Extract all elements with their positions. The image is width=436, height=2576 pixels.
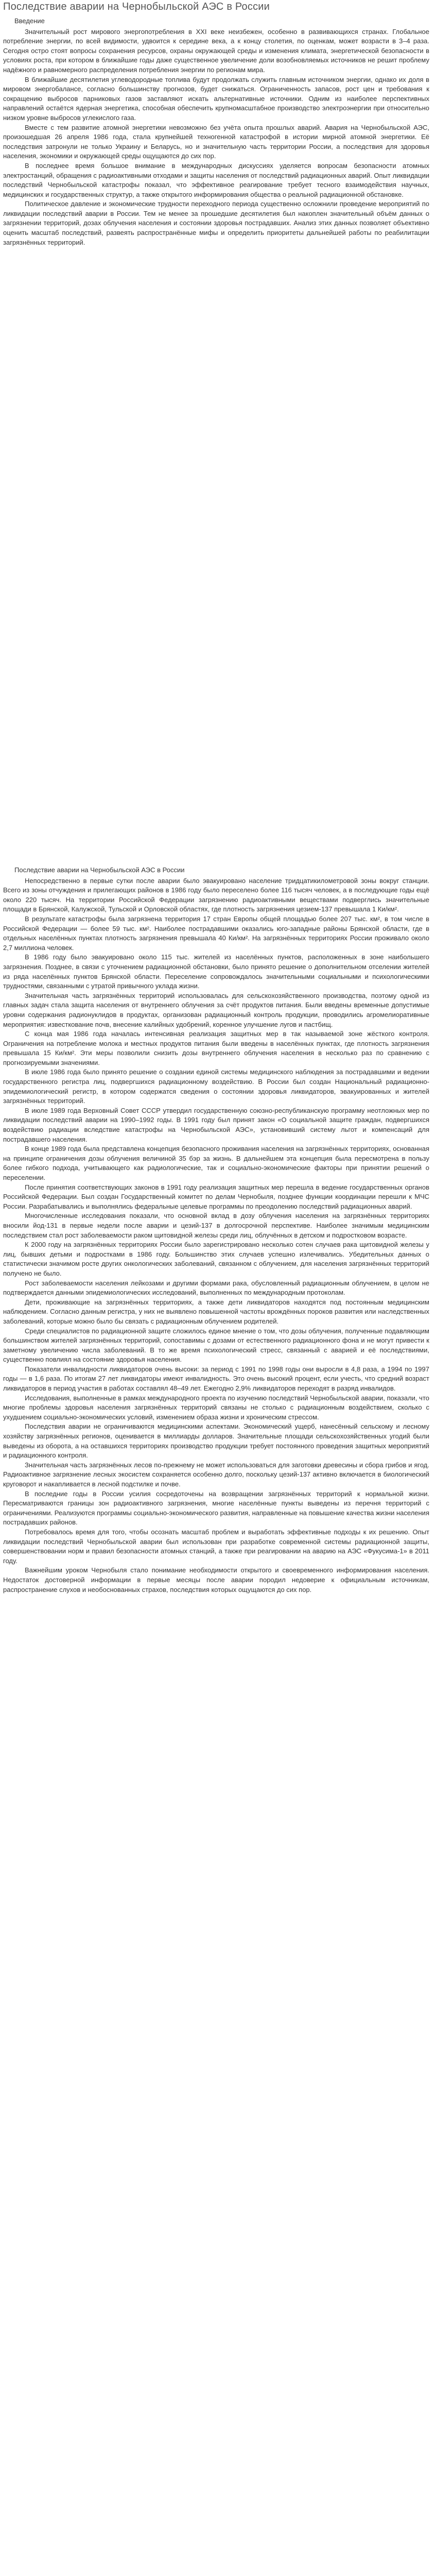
intro-paragraph: Политическое давление и экономические трудности переходного периода существенно осложнили проведение мероприятий по ликвидации последствий аварии в России. Тем не менее за прошедшие десятилетия был накоплен значительный объём данных о загрязнении территорий, дозах облучения населения и состоянии здоровья пострадавших. Анализ этих данных позволяет объективно оценить масштаб последствий, развеять распространённые мифы и определить приоритеты дальнейшей работы по реабилитации загрязнённых территорий. [3,200,429,246]
intro-section [3,16,429,247]
body-section [3,866,429,1595]
body-paragraph: К 2000 году на загрязнённых территориях России было зарегистрировано несколько сотен случаев рака щитовидной железы у лиц, бывших детьми и подростками в 1986 году. Большинство этих случаев успешно излечивались. Убедительных данных о статистически значимом росте других онкологических заболеваний, связанном с облучением, для населения загрязнённых территорий получено не было. [3,1241,429,1277]
body-paragraph: Последствия аварии не ограничиваются медицинскими аспектами. Экономический ущерб, нанесённый сельскому и лесному хозяйству загрязнённых регионов, оценивается в миллиарды долларов. Значительные площади сельскохозяйственных угодий были выведены из оборота, а на оставшихся территориях производство продукции требует постоянного проведения защитных мероприятий и радиационного контроля. [3,1422,429,1460]
intro-paragraph: Вместе с тем развитие атомной энергетики невозможно без учёта опыта прошлых аварий. Авария на Чернобыльской АЭС, произошедшая 26 апреля 1986 года, стала крупнейшей техногенной катастрофой в истории мирной атомной энергетики. Её последствия затронули не только Украину и Беларусь, но и значительную часть территории России, а последствия для здоровья населения, экономики и окружающей среды ощущаются до сих пор. [3,123,429,160]
intro-heading: Введение [14,17,45,25]
intro-paragraph: В последнее время большое внимание в международных дискуссиях уделяется вопросам безопасности атомных электростанций, обращения с радиоактивными отходами и защиты населения от последствий радиационных аварий. Опыт ликвидации последствий Чернобыльской катастрофы показал, что эффективное реагирование требует тесного взаимодействия научных, медицинских и государственных структур, а также открытого информирования общества о реальной радиационной обстановке. [3,161,429,198]
body-paragraph: В последние годы в России усилия сосредоточены на возвращении загрязнённых территорий к нормальной жизни. Пересматриваются границы зон радиоактивного загрязнения, многие населённые пункты выведены из перечня территорий с ограничениями. Реализуются программы социально-экономического развития, направленные на повышение качества жизни населения пострадавших районов. [3,1489,429,1527]
body-paragraph: Значительная часть загрязнённых территорий использовалась для сельскохозяйственного производства, поэтому одной из главных задач стала защита населения от внутреннего облучения за счёт продуктов питания. Были введены временные допустимые уровни содержания радионуклидов в продуктах, организован радиационный контроль продукции, проводились агромелиоративные мероприятия: известкование почв, внесение калийных удобрений, коренное улучшение лугов и пастбищ. [3,991,429,1028]
body-paragraph: После принятия соответствующих законов в 1991 году реализация защитных мер перешла в ведение государственных органов Российской Федерации. Был создан Государственный комитет по делам Чернобыля, позднее функции координации перешли к МЧС России. Разрабатывались и выполнялись федеральные целевые программы по преодолению последствий радиационных аварий. [3,1183,429,1210]
body-paragraph: Дети, проживающие на загрязнённых территориях, а также дети ликвидаторов находятся под постоянным медицинским наблюдением. Согласно данным регистра, у них не выявлено повышенной частоты врождённых пороков развития или наследственных заболеваний, которые можно было бы связать с радиационным облучением родителей. [3,1298,429,1325]
body-paragraph: Значительная часть загрязнённых лесов по-прежнему не может использоваться для заготовки древесины и сбора грибов и ягод. Радиоактивное загрязнение лесных экосистем сохраняется особенно долго, поскольку цезий-137 активно включается в биологический круговорот и накапливается в лесной подстилке и почве. [3,1461,429,1488]
intro-paragraph: В ближайшие десятилетия углеводородные топлива будут продолжать служить главным источником энергии, однако их доля в мировом энергобалансе, согласно большинству прогнозов, будет снижаться. Ограниченность запасов, рост цен и требования к сокращению выбросов парниковых газов заставляют искать альтернативные источники. Одним из наиболее перспективных направлений остаётся ядерная энергетика, способная обеспечить крупномасштабное производство электроэнергии при относительно низком уровне выбросов углекислого газа. [3,75,429,122]
body-paragraph: С конца мая 1986 года началась интенсивная реализация защитных мер в так называемой зоне жёсткого контроля. Ограничения на потребление молока и местных продуктов питания были введены в населённых пунктах, где плотность загрязнения превышала 15 Ки/км². Эти меры позволили снизить дозы внутреннего облучения населения в несколько раз по сравнению с прогнозируемыми значениями. [3,1030,429,1066]
body-paragraph: В июле 1986 года было принято решение о создании единой системы медицинского наблюдения за пострадавшими и ведении государственного регистра лиц, подвергшихся радиационному воздействию. В России был создан Национальный радиационно-эпидемиологический регистр, в котором содержатся сведения о состоянии здоровья ликвидаторов, эвакуированных и жителей загрязнённых территорий. [3,1068,429,1105]
body-paragraph: В конце 1989 года была представлена концепция безопасного проживания населения на загрязнённых территориях, основанная на принципе ограничения дозы облучения величиной 35 бэр за жизнь. В дальнейшем эта концепция была пересмотрена в пользу более гибкого подхода, учитывающего как радиологические, так и социально-экономические факторы при принятии решений о переселении. [3,1145,429,1181]
body-paragraph: В результате катастрофы была загрязнена территория 17 стран Европы общей площадью более 207 тыс. км², в том числе в Российской Федерации — более 59 тыс. км². Наиболее пострадавшими оказались юго-западные районы Брянской области, где в отдельных населённых пунктах плотность загрязнения превышала 40 Ки/км². На загрязнённых территориях России проживало около 2,7 миллиона человек. [3,914,429,952]
body-paragraph: В июле 1989 года Верховный Совет СССР утвердил государственную союзно-республиканскую программу неотложных мер по ликвидации последствий аварии на 1990–1992 годы. В 1991 году был принят закон «О социальной защите граждан, подвергшихся воздействию радиации вследствие катастрофы на Чернобыльской АЭС», установивший систему льгот и компенсаций для пострадавшего населения. [3,1106,429,1143]
body-paragraph: Показатели инвалидности ликвидаторов очень высоки: за период с 1991 по 1998 годы они выросли в 4,8 раза, а 1994 по 1997 годы — в 1,6 раза. По итогам 27 лет ликвидаторы имеют инвалидность. Это очень высокий процент, если учесть, что средний возраст ликвидаторов в период участия в работах составлял 48–49 лет. Ежегодно 2,9% ликвидаторов переходят в разряд инвалидов. [3,1365,429,1393]
body-paragraph: Потребовалось время для того, чтобы осознать масштаб проблем и выработать эффективные подходы к их решению. Опыт ликвидации последствий Чернобыльской аварии был использован при разработке современной системы радиационной защиты, совершенствовании норм и правил безопасности атомных станций, а также при реагировании на аварию на АЭС «Фукусима-1» в 2011 году. [3,1528,429,1565]
body-paragraph: Исследования, выполненные в рамках международного проекта по изучению последствий Чернобыльской аварии, показали, что многие проблемы здоровья населения загрязнённых территорий связаны не столько с радиационным воздействием, сколько с ухудшением социально-экономических условий, изменением образа жизни и хроническим стрессом. [3,1394,429,1421]
body-paragraph: Важнейшим уроком Чернобыля стало понимание необходимости открытого и своевременного информирования населения. Недостаток достоверной информации в первые месяцы после аварии породил недоверие к официальным источникам, распространение слухов и необоснованных страхов, последствия которых ощущаются до сих пор. [3,1566,429,1594]
body-paragraph: В 1986 году было эвакуировано около 115 тыс. жителей из населённых пунктов, расположенных в зоне наибольшего загрязнения. Позднее, в связи с уточнением радиационной обстановки, было принято решение о дополнительном отселении жителей из ряда населённых пунктов Брянской области. Переселение сопровождалось значительными социальными и психологическими трудностями, связанными с утратой привычного уклада жизни. [3,953,429,990]
intro-paragraph: Значительный рост мирового энергопотребления в XXI веке неизбежен, особенно в развивающихся странах. Глобальное потребление энергии, по всей видимости, удвоится к середине века, а к концу столетия, по оценкам, может возрасти в 3–4 раза. Сегодня остро стоят вопросы сохранения ресурсов, охраны окружающей среды и изменения климата, энергетической безопасности в условиях роста, при котором в ближайшие годы даже существенное увеличение доли возобновляемых источников не решит проблему надёжного и равномерного распределения потребления энергии по регионам мира. [3,27,429,74]
body-paragraph: Непосредственно в первые сутки после аварии было эвакуировано население тридцатикилометровой зоны вокруг станции. Всего из зоны отчуждения и прилегающих районов в 1986 году было переселено более 116 тысяч человек, а в последующие годы ещё около 220 тысяч. На территории Российской Федерации загрязнению радиоактивными веществами подверглись значительные площади в Брянской, Калужской, Тульской и Орловской областях, где плотность загрязнения цезием-137 превышала 1 Ки/км². [3,876,429,913]
body-heading: Последствие аварии на Чернобыльской АЭС в России [14,866,185,874]
body-paragraph: Среди специалистов по радиационной защите сложилось единое мнение о том, что дозы облучения, полученные подавляющим большинством жителей загрязнённых территорий, сопоставимы с дозами от естественного радиационного фона и не могут привести к заметному увеличению числа заболеваний. В то же время психологический стресс, связанный с аварией и её последствиями, существенно повлиял на состояние здоровья населения. [3,1327,429,1364]
body-paragraph: Многочисленные исследования показали, что основной вклад в дозу облучения населения на загрязнённых территориях вносили йод-131 в первые недели после аварии и цезий-137 в долгосрочной перспективе. Наиболее значимым медицинским последствием стал рост заболеваемости раком щитовидной железы среди лиц, облучённых в детском и подростковом возрасте. [3,1212,429,1239]
body-paragraph: Рост заболеваемости населения лейкозами и другими формами рака, обусловленный радиационным облучением, в целом не подтверждается данными эпидемиологических исследований, выполненных по международным протоколам. [3,1279,429,1297]
page-title: Последствие аварии на Чернобыльской АЭС в России [3,1,270,12]
